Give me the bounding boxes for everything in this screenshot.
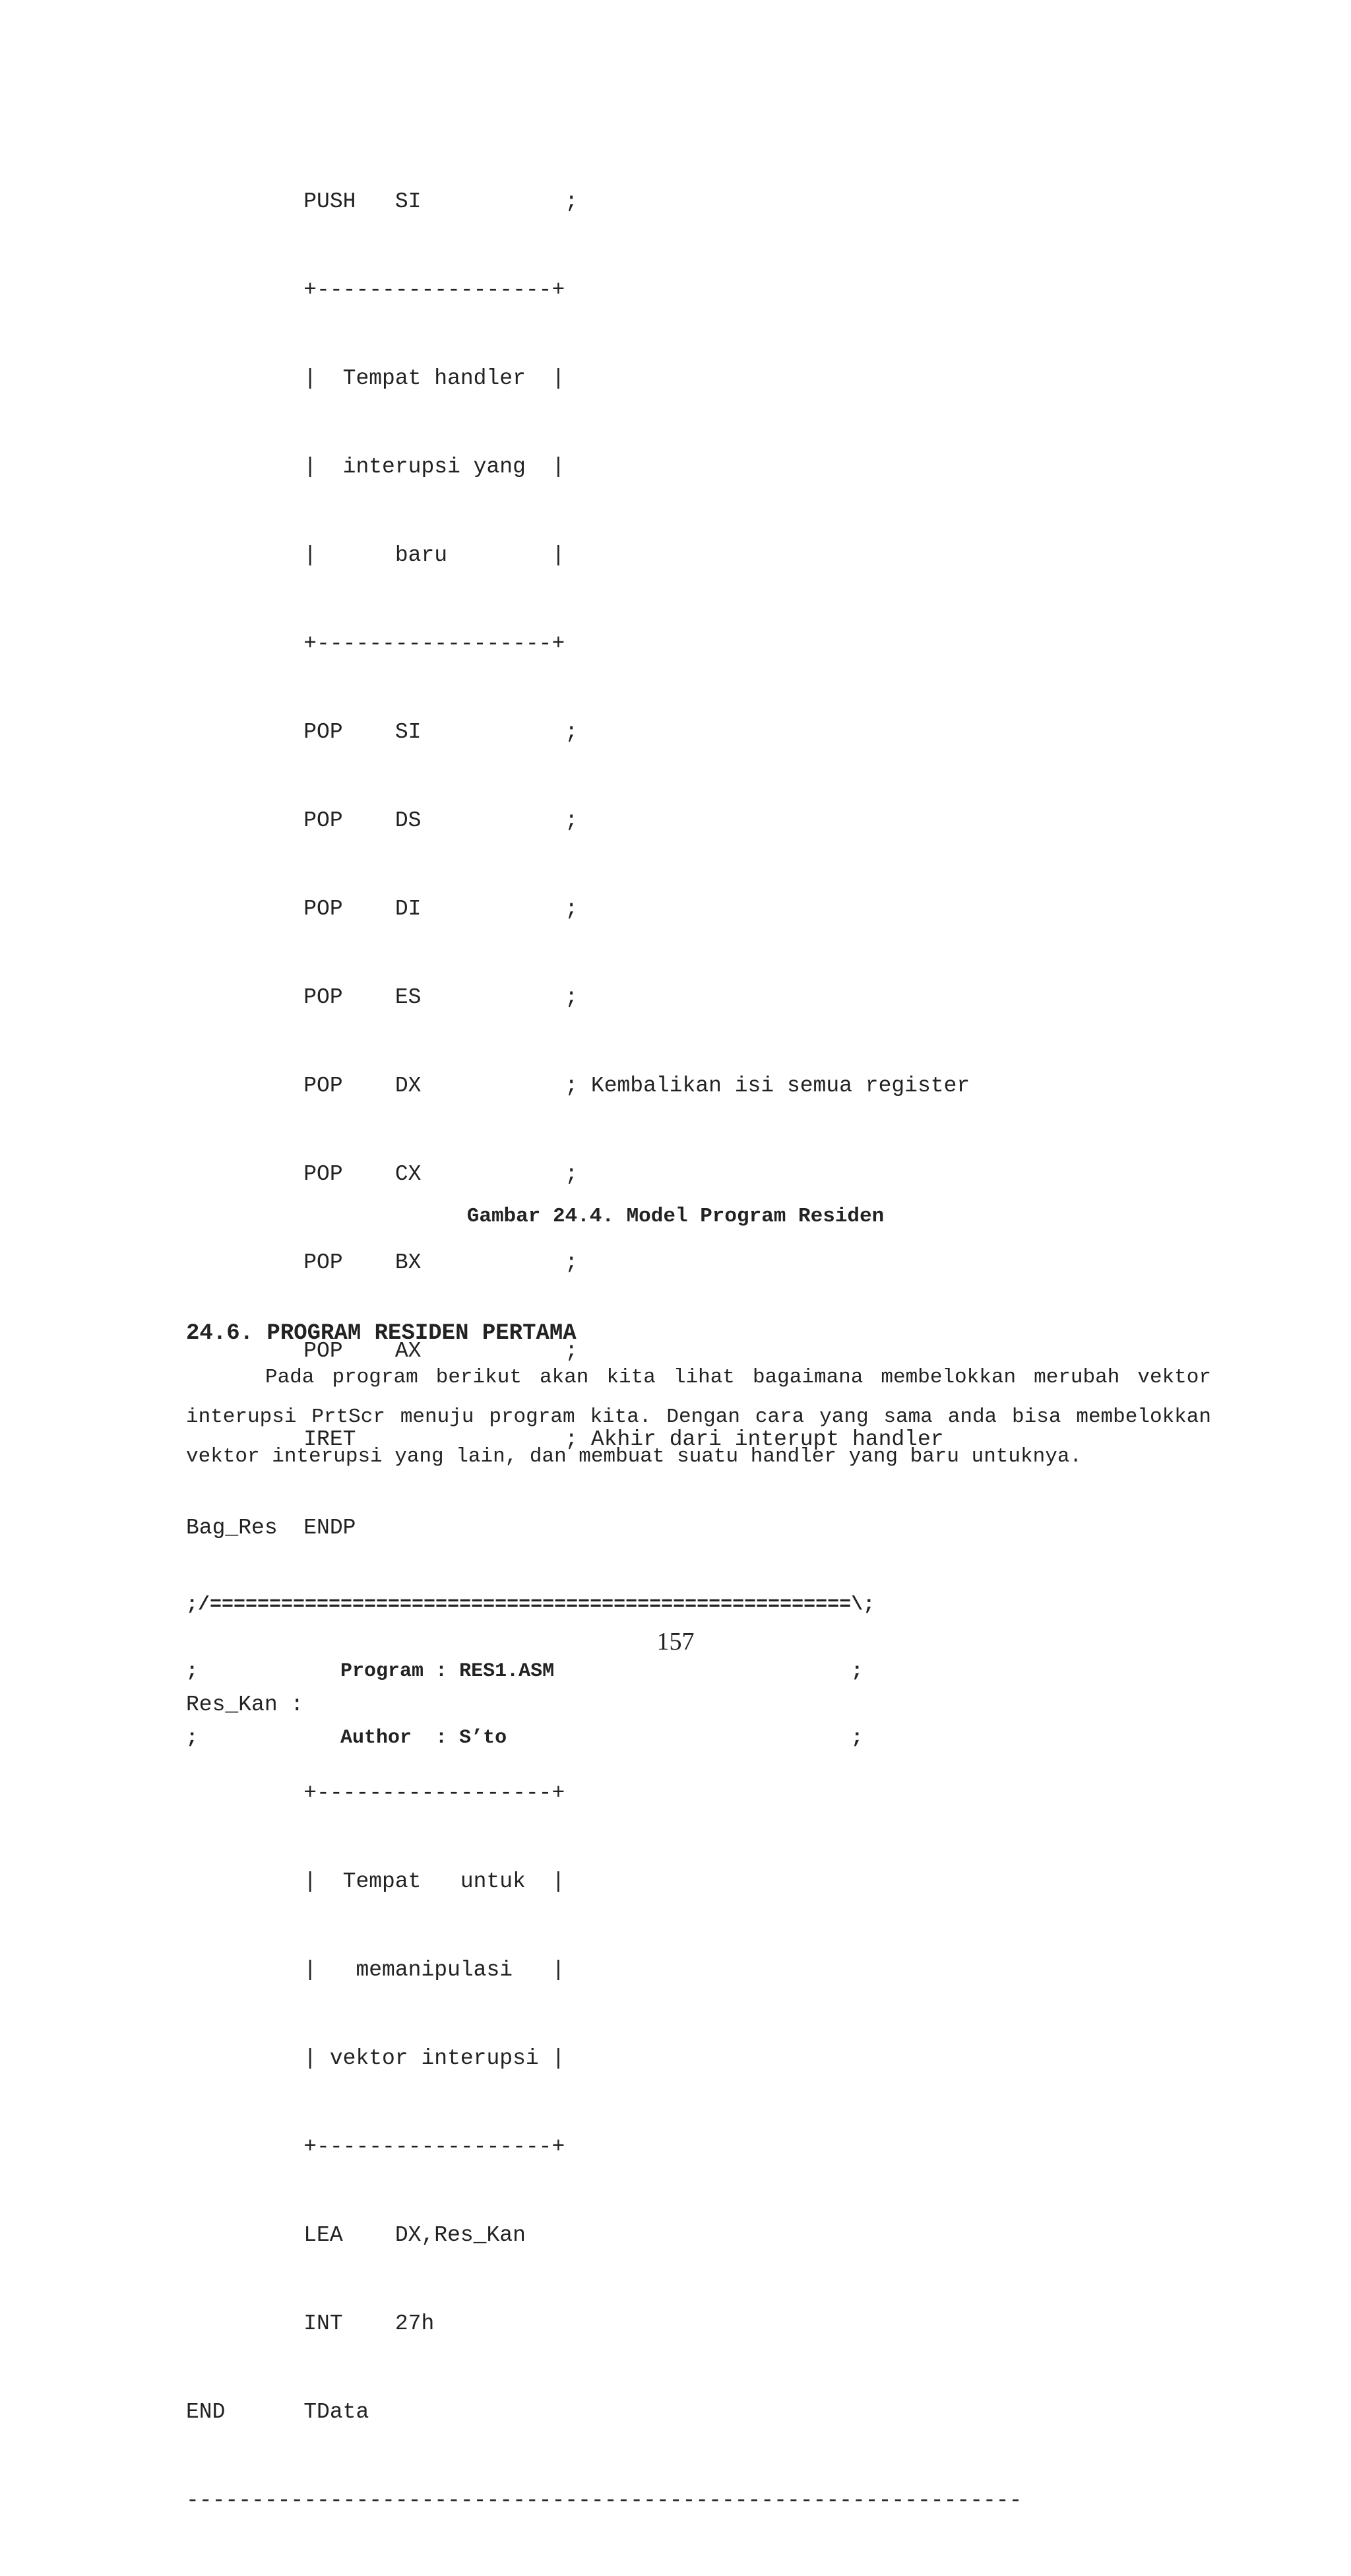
page-number: 157: [656, 1628, 695, 1656]
code-line: Res_Kan :: [186, 1692, 304, 1717]
code-line: +------------------+: [186, 278, 565, 302]
code-line: PUSH SI ;: [186, 189, 579, 214]
code-line: | baru |: [186, 543, 565, 567]
code-line: POP AX ;: [186, 1339, 579, 1363]
code-line: END TData: [186, 2400, 369, 2424]
code-line: | memanipulasi |: [186, 1958, 565, 1982]
code-line: POP DX ; Kembalikan isi semua register: [186, 1074, 970, 1098]
code-line: +------------------+: [186, 631, 565, 656]
code-line: | vektor interupsi |: [186, 2046, 565, 2071]
code-line: POP DS ;: [186, 808, 579, 833]
code-line: POP DI ;: [186, 897, 579, 921]
code-line: LEA DX,Res_Kan: [186, 2223, 526, 2247]
code-line: POP SI ;: [186, 720, 579, 744]
code-line: POP ES ;: [186, 985, 579, 1010]
source-line: ; Author : S’to ;: [186, 1727, 864, 1749]
code-line: | Tempat untuk |: [186, 1869, 565, 1894]
source-header: [186, 1549, 875, 1794]
code-line: INT 27h: [186, 2311, 435, 2336]
code-line: POP CX ;: [186, 1162, 579, 1186]
code-line: | Tempat handler |: [186, 366, 565, 391]
source-line: ; Program : RES1.ASM ;: [186, 1660, 864, 1683]
body-paragraph: Pada program berikut akan kita lihat bagaimana membelokkan merubah vektor interupsi PrtScr menuju program kita. Dengan cara yang sama anda bisa membelokkan vektor interupsi yang lain, dan membuat suatu handler yang baru untuknya.: [186, 1366, 1211, 1468]
code-line: IRET ; Akhir dari interupt handler: [186, 1427, 944, 1452]
source-line: ;/======================================================\;: [186, 1594, 875, 1616]
code-separator: ----------------------------------------------------------------: [186, 2488, 1022, 2513]
figure-caption: Gambar 24.4. Model Program Residen: [466, 1205, 885, 1228]
code-line: Bag_Res ENDP: [186, 1516, 356, 1540]
code-line: +------------------+: [186, 1781, 565, 1805]
section-heading: 24.6. PROGRAM RESIDEN PERTAMA: [186, 1321, 577, 1346]
code-line: +------------------+: [186, 2135, 565, 2159]
code-line: POP BX ;: [186, 1250, 579, 1275]
code-line: | interupsi yang |: [186, 455, 565, 479]
